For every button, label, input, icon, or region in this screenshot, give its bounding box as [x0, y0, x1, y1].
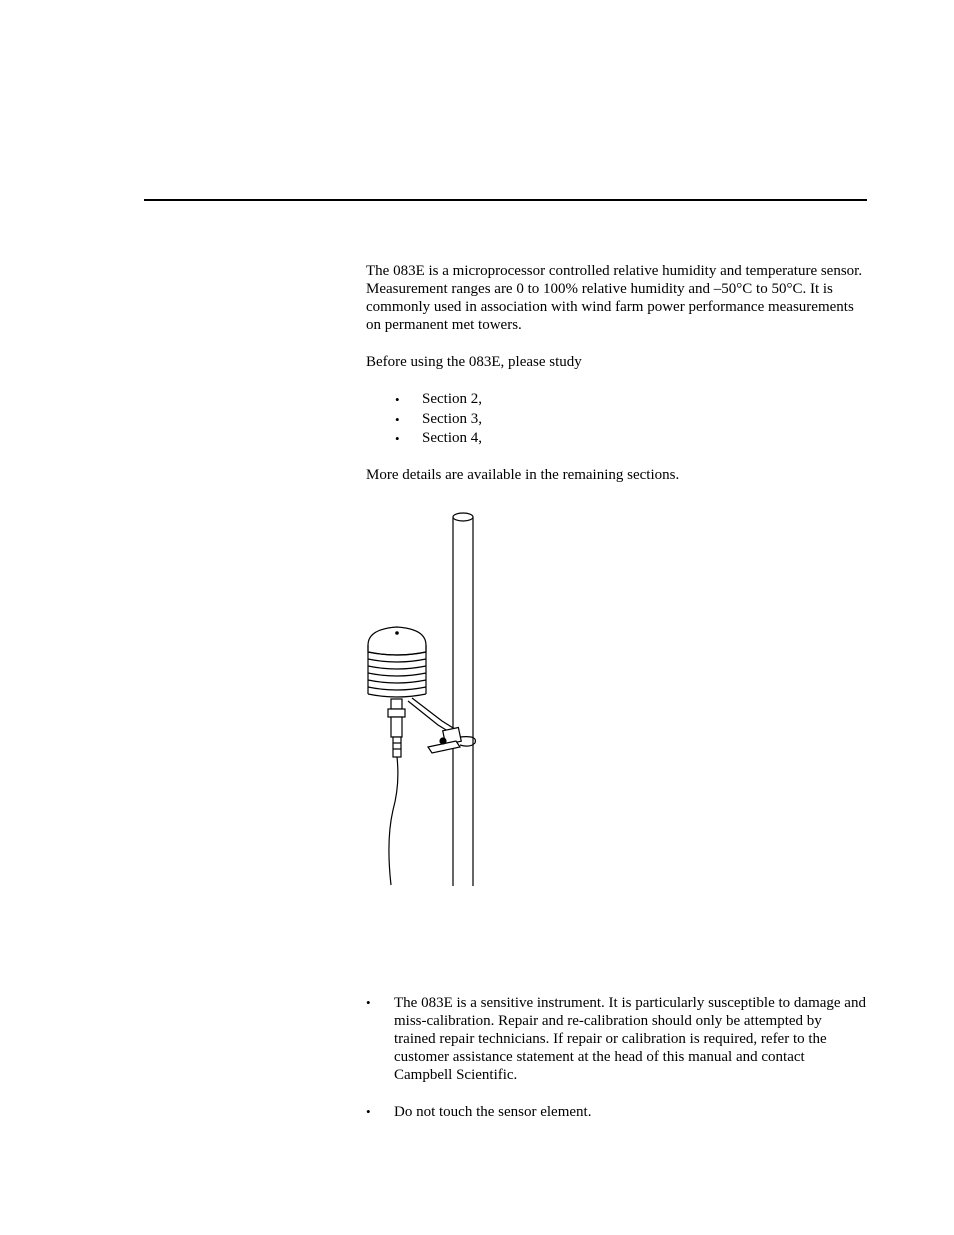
sensor-on-mast-icon	[360, 505, 490, 890]
mounting-bracket	[408, 698, 475, 753]
list-item	[366, 1103, 866, 1121]
list-item	[366, 410, 866, 430]
caution-text: The 083E is a sensitive instrument. It is particularly susceptible to damage and miss-calibration. Repair and re-calibration should only be attempted by trained repair technicians. If repair or calibration is required, refer to the customer assistance statement at the head of this manual and contact Campbell Scientific.	[394, 995, 866, 1083]
study-item-label: Section 3,	[422, 410, 482, 427]
study-lead-paragraph: Before using the 083E, please study	[366, 354, 582, 370]
study-item-label: Section 4,	[422, 430, 482, 446]
list-item	[366, 994, 866, 1084]
intro-paragraph: The 083E is a microprocessor controlled relative humidity and temperature sensor. Measurement ranges are 0 to 100% relative humidity and –50°C to 50°C. It is commonly used in association with wind farm power performance measurements on permanent met towers.	[366, 263, 863, 333]
radiation-shield	[368, 627, 426, 697]
study-item-label: Section 2,	[422, 391, 482, 407]
list-item	[366, 429, 866, 449]
caution-text: Do not touch the sensor element.	[394, 1104, 592, 1120]
bullet-icon: •	[366, 1104, 371, 1119]
details-paragraph: More details are available in the remaining sections.	[366, 466, 680, 483]
bullet-icon: •	[395, 411, 400, 427]
cautions-list	[366, 994, 866, 1121]
section-rule	[144, 199, 867, 201]
mast-pole	[453, 513, 473, 886]
bullet-icon: •	[395, 431, 400, 446]
sensor-mast-figure	[360, 505, 490, 890]
bullet-icon: •	[395, 392, 400, 407]
list-item	[366, 390, 866, 410]
bullet-icon: •	[366, 995, 371, 1010]
intro-section	[366, 262, 866, 503]
sensor-probe	[388, 699, 405, 757]
cautions-section	[366, 994, 866, 1140]
study-list	[366, 390, 866, 449]
sensor-cable	[389, 757, 398, 885]
